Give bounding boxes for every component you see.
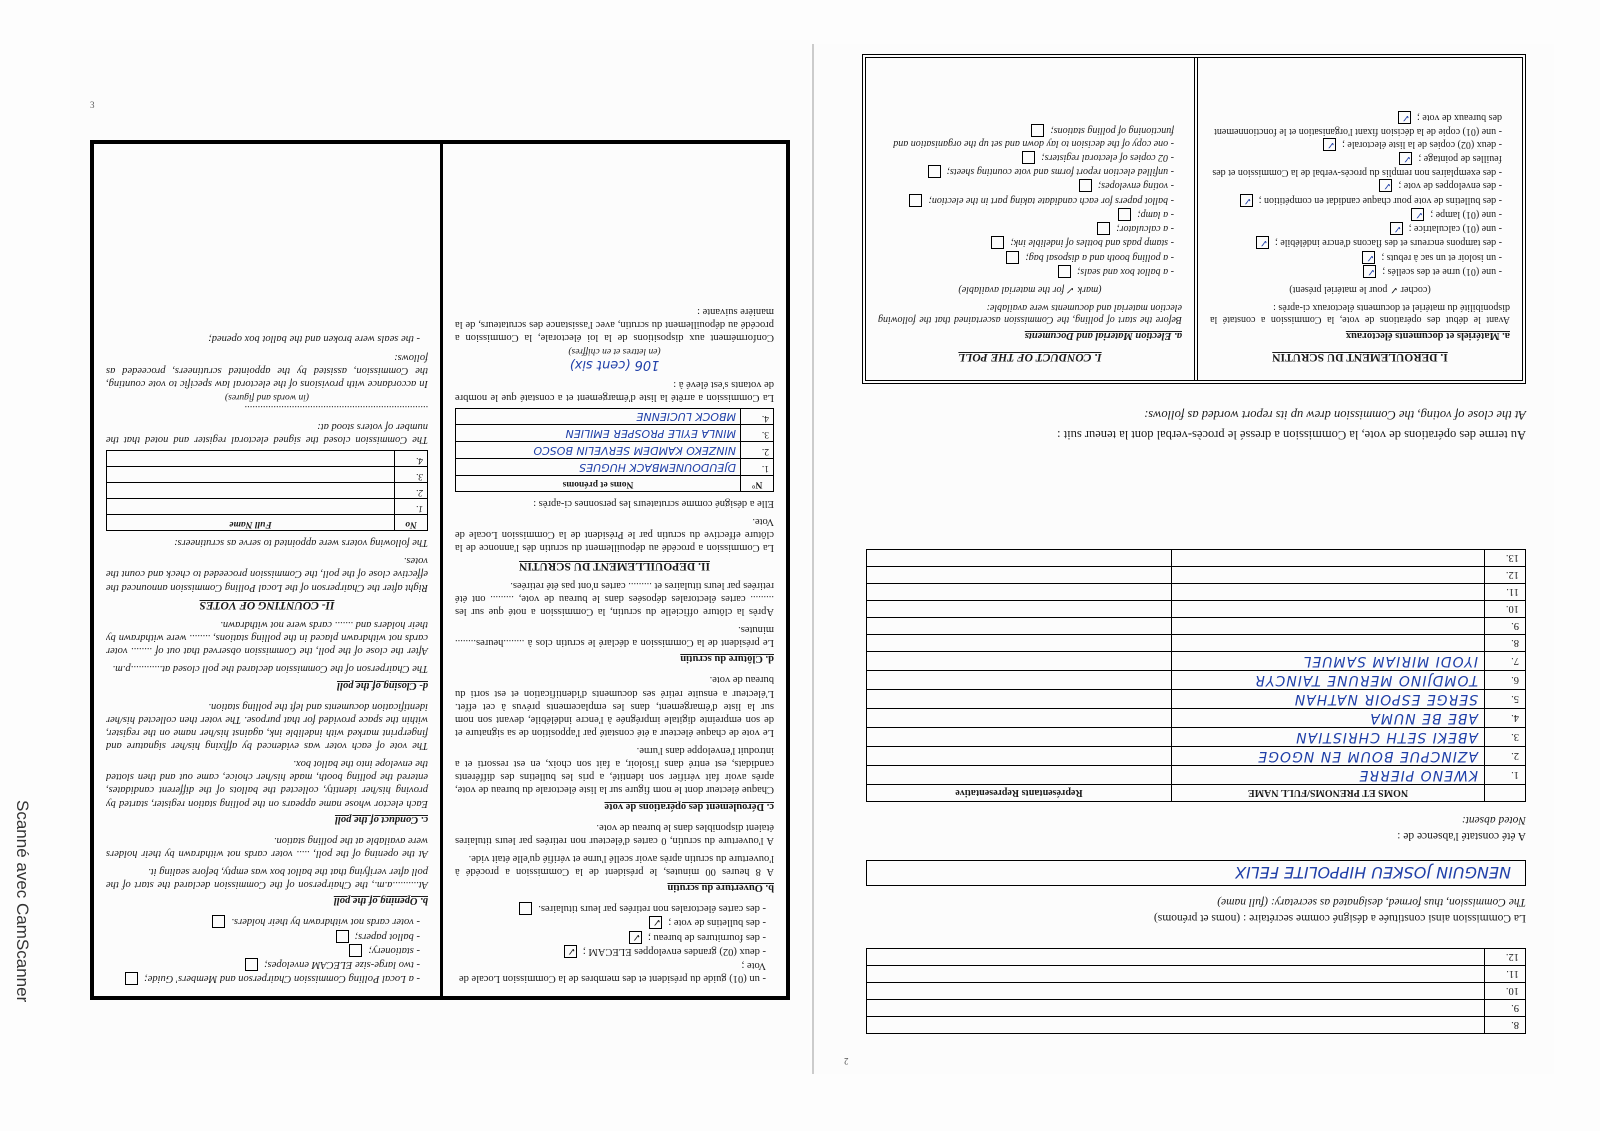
material-item: - a calculator; [878, 222, 1174, 235]
paragraph: The Chairperson of the Commission declared the poll closed at............p.m. [112, 663, 428, 675]
representative-cell[interactable] [867, 567, 1172, 584]
checkbox[interactable] [928, 165, 941, 178]
table-row [456, 425, 774, 442]
row-number: 3. [1485, 728, 1526, 747]
material-item: - des tampons encreurs et des flacons d'encre indélébile ;✓ [1210, 236, 1502, 249]
material-item: - stationery; [106, 944, 420, 957]
paragraph: Chaque électeur dont le nom figure sur la liste électorale du bureau de vote, après avoir fait vérifier son identité, a pris les bulletins des différents candidats, est entré dans l'isoloir, a fait son choix, en est ressorti et a introduit l'enveloppe dans l'urne. [455, 745, 774, 796]
left-form-frame [90, 140, 790, 1000]
checkbox-checked[interactable]: ✓ [1411, 208, 1424, 221]
row-number: 8. [1485, 635, 1526, 652]
table-row [867, 550, 1526, 567]
material-item: - 02 copies of electoral registers; [878, 150, 1174, 163]
paragraph: The vote of each voter was evidenced by affixing his/her signature and fingerprint marked with indelible ink, against his/her name on the register, within the space provided for that purpose. The voter then collected his/her identification documents and left the polling station. [106, 700, 428, 752]
scrutateurs-table [455, 408, 774, 492]
paragraph: The Commission closed the signed electoral register and noted that the number of voters stood at: [106, 421, 428, 446]
column-header: Full Name [107, 515, 395, 531]
representatives-table [866, 549, 1526, 802]
absence-label-fr: A été constaté l'absence de : [1397, 830, 1526, 842]
conduct-of-poll-box [862, 54, 1526, 384]
row-number: 3. [741, 425, 774, 442]
section-title: I. DEROULEMENT DU SCRUTIN [1272, 351, 1448, 363]
handwritten-name[interactable]: KWENO PIERRE [1172, 766, 1485, 785]
row-number: 4. [741, 408, 774, 425]
row-number: 9. [1485, 618, 1526, 635]
section-heading: d. Clôture du scrutin [680, 653, 774, 665]
checkbox-checked[interactable]: ✓ [1379, 179, 1392, 192]
name-cell[interactable] [867, 1017, 1485, 1034]
scrutineers-table [106, 450, 428, 531]
name-cell[interactable] [107, 451, 395, 467]
table-row [867, 747, 1526, 766]
left-page [70, 40, 810, 1070]
material-item: - un isoloir et un sac à rebuts ;✓ [1210, 250, 1502, 263]
checkbox[interactable] [991, 236, 1004, 249]
column-header: N° [741, 475, 774, 491]
checkbox-checked[interactable]: ✓ [1240, 194, 1253, 207]
closing-statement-fr: Au terme des opérations de vote, la Commission a dressé le procès-verbal dont la teneur suit : [1057, 428, 1526, 442]
checkbox-checked[interactable]: ✓ [564, 945, 577, 958]
row-number: 2. [741, 442, 774, 459]
checkbox[interactable] [125, 972, 138, 985]
handwritten-name[interactable]: MBOCK LUCIENNE [456, 408, 741, 425]
voters-note: (in words and figures) [225, 391, 310, 402]
english-column [94, 144, 440, 996]
checkbox[interactable] [212, 915, 225, 928]
paragraph: Le président de la Commission a déclaré le scrutin clos à ........heures........ minutes. [455, 624, 774, 649]
secretary-label-fr: La Commission ainsi constituée a désigné comme secrétaire : (noms et prénoms) [1153, 912, 1526, 924]
row-number: 2. [395, 483, 428, 499]
left-form-rotated [94, 144, 786, 996]
paragraph: In accordance with provisions of the electoral law specific to vote counting, the Commission, assisted by the appointed scrutineers, proceeded as follows: [106, 351, 428, 389]
table-row [456, 459, 774, 476]
material-item: - deux (02) copies de la liste électorale ;✓ [1210, 138, 1502, 151]
material-item: - des bulletins de vote pour chaque candidat en compétition ;✓ [1210, 193, 1502, 206]
paragraph: Avant le début des opérations de vote, la Commission a constaté la disponibilité du matériel et documents électoraux ci-après : [1210, 302, 1510, 326]
material-item: - des fournitures de bureau ;✓ [455, 931, 766, 944]
material-item: - a lamp; [878, 208, 1174, 221]
table-row [107, 499, 428, 515]
table-header-row [867, 785, 1526, 802]
material-item: - unfilled election report forms and vote counting sheets; [878, 165, 1174, 178]
name-cell[interactable] [867, 983, 1485, 1000]
table-row [867, 601, 1526, 618]
checkbox[interactable] [1118, 208, 1131, 221]
table-row [867, 766, 1526, 785]
column-header: Noms et prénoms [456, 475, 741, 491]
page-number: 3 [90, 100, 95, 110]
checkbox[interactable] [349, 944, 362, 957]
representative-cell[interactable] [867, 728, 1172, 747]
material-item: - des enveloppes de vote ;✓ [1210, 179, 1502, 192]
section-heading: c. Conduct of the poll [334, 813, 428, 825]
material-item: - une (01) copie de la décision fixant l'organisation et le fonctionnement des bureaux de vote ;✓ [1214, 112, 1502, 137]
section-title: II- COUNTING OF VOTES [199, 599, 335, 611]
instruction: (cocher ✓ pour le matériel présent) [1289, 284, 1431, 296]
material-item: - une (01) lampe ;✓ [1210, 208, 1502, 221]
list-item: - the seals were broken and the ballot box opened; [208, 333, 420, 345]
paragraph: Elle a désigné comme scrutateurs les personnes ci-après : [533, 497, 774, 509]
column-header [1485, 785, 1526, 802]
checkbox-checked[interactable]: ✓ [1256, 236, 1269, 249]
row-number: 2. [1485, 747, 1526, 766]
representative-cell[interactable] [867, 766, 1172, 785]
table-row [867, 1017, 1526, 1034]
row-number: 4. [1485, 709, 1526, 728]
row-number: 1. [1485, 766, 1526, 785]
paragraph: At..........a.m., the Chairperson of the Commission declared the start of the poll after verifying that the ballot box was empty, before sealing it. [106, 866, 428, 891]
table-row [867, 671, 1526, 690]
name-cell[interactable] [107, 499, 395, 515]
table-row [456, 442, 774, 459]
section-heading: b. Opening of the poll [333, 895, 428, 907]
paragraph: Après la clôture officielle du scrutin, la Commission a noté que sur les ......... cartes électorales déposées dans le bureau de vote, ......... ont été retirées par leurs titulaires et ......... cartes n'ont pas été retirées. [455, 579, 774, 617]
checkbox[interactable] [519, 902, 532, 915]
row-number: 9. [1485, 1000, 1526, 1017]
column-header: NOMS ET PRENOMS/FULL NAME [1172, 785, 1485, 802]
table-row [867, 652, 1526, 671]
representative-cell[interactable] [867, 550, 1172, 567]
name-cell[interactable] [1172, 550, 1485, 567]
name-cell[interactable] [867, 949, 1485, 966]
table-row [107, 451, 428, 467]
material-item: - voter cards not withdrawn by their holders. [106, 915, 420, 928]
row-number: 13. [1485, 550, 1526, 567]
name-cell[interactable] [1172, 618, 1485, 635]
checkbox[interactable] [336, 930, 349, 943]
right-page-rotated [814, 44, 1554, 1074]
representative-cell[interactable] [867, 584, 1172, 601]
paragraph: The following voters were appointed to serve as scrutineers: [174, 537, 428, 549]
paragraph: A 8 heures 00 minutes, le président de la Commission a procédé à l'ouverture du scrutin après avoir scellé l'urne et vérifié qu'elle était vide. [455, 853, 774, 878]
absence-label-en: Noted absent: [1461, 814, 1526, 826]
material-item: - stamp pads and bottles of indelible ink; [878, 236, 1174, 249]
representative-cell[interactable] [867, 652, 1172, 671]
name-cell[interactable] [1172, 601, 1485, 618]
paragraph: La Commission a arrêté la liste d'émargement et a constaté que le nombre de votants s'est élevé à : [455, 378, 774, 403]
row-number: 7. [1485, 652, 1526, 671]
section-heading: c. Déroulement des opérations de vote [604, 800, 774, 812]
material-item: - des cartes électorales non retirées par leurs titulaires. [455, 902, 766, 915]
material-item: - ballot papers; [106, 930, 420, 943]
row-number: 4. [395, 451, 428, 467]
table-row [867, 728, 1526, 747]
paragraph: Le vote de chaque électeur a été constaté par l'apposition de sa signature et de son empreinte digitale imprégnée à l'encre indélébile, devant son nom sur la liste d'émargement, dans les emplacements prévus à cet effet. L'électeur a ensuite retiré ses documents d'identification et est sorti du bureau de vote. [455, 674, 774, 738]
name-cell[interactable] [107, 467, 395, 483]
members-table-continued [866, 948, 1526, 1034]
name-cell[interactable] [1172, 584, 1485, 601]
page-number: 2 [844, 1056, 849, 1066]
representative-cell[interactable] [867, 618, 1172, 635]
section-heading: d- Closing of the poll [336, 679, 428, 691]
representative-cell[interactable] [867, 690, 1172, 709]
table-row [867, 690, 1526, 709]
table-row [867, 635, 1526, 652]
checkbox[interactable] [1079, 179, 1092, 192]
table-row [867, 966, 1526, 983]
representative-cell[interactable] [867, 601, 1172, 618]
paragraph: Before the start of polling, the Commission ascertained that the following election material and documents were available: [878, 302, 1182, 326]
row-number: 6. [1485, 671, 1526, 690]
checkbox-checked[interactable]: ✓ [1399, 152, 1412, 165]
handwritten-name[interactable]: IYODI MIRIAM SAMUEL [1172, 652, 1485, 671]
row-number: 11. [1485, 584, 1526, 601]
checkbox-checked[interactable]: ✓ [1363, 265, 1376, 278]
secretary-label-en: The Commission, thus formed, designated as secretary: (full name) [1217, 896, 1526, 908]
voters-line[interactable]: ...................................................................... [244, 402, 428, 414]
paragraph: Conformément aux dispositions de la loi électorale, la Commission a procédé au dépouillement du scrutin, avec l'assistance des scrutateurs, de la manière suivante : [455, 306, 774, 344]
table-row [867, 618, 1526, 635]
row-number: 3. [395, 467, 428, 483]
paragraph: After the close of the poll, the Commission observed that out of ........ voter cards not withdrawn placed in the polling stations, ........ were withdrawn by their holders and ....... cards were not withdrawn. [106, 619, 428, 657]
checkbox[interactable] [1022, 151, 1035, 164]
table-header-row [107, 515, 428, 531]
checkbox-checked[interactable]: ✓ [1323, 138, 1336, 151]
row-number: 12. [1485, 567, 1526, 584]
table-row [107, 467, 428, 483]
table-row [867, 983, 1526, 1000]
row-number: 1. [741, 459, 774, 476]
checkbox[interactable] [1097, 222, 1110, 235]
checkbox-checked[interactable]: ✓ [1362, 251, 1375, 264]
right-page [812, 44, 1554, 1074]
watermark-text: Scanné avec CamScanner [13, 800, 32, 1003]
name-cell[interactable] [867, 966, 1485, 983]
handwritten-name[interactable]: ABE BE NUMA [1172, 709, 1485, 728]
table-row [867, 567, 1526, 584]
row-number: 5. [1485, 690, 1526, 709]
closing-statement-en: At the close of voting, the Commission drew up its report worded as follows: [1144, 408, 1526, 422]
handwritten-name[interactable]: DJEUDOUNEMBACK HUGUES [456, 459, 741, 476]
table-row [867, 1000, 1526, 1017]
section-title: I. CONDUCT OF THE POLL [958, 351, 1102, 363]
table-header-row [456, 475, 774, 491]
checkbox-checked[interactable]: ✓ [1398, 111, 1411, 124]
name-cell[interactable] [1172, 635, 1485, 652]
handwritten-name[interactable]: NINZEKO KAMDEM SERVELIN BOSCO [456, 442, 741, 459]
material-item: - un (01) guide du président et des membres de la Commission Locale de Vote ; [458, 959, 766, 984]
material-item: - one copy of the decision to lay down and set up the organisation and functioning of polling stations; [893, 125, 1174, 150]
french-column [1194, 58, 1522, 380]
material-item: - ballot papers for each candidate taking part in the election; [878, 193, 1174, 206]
handwritten-name[interactable]: MINLA EYILE PROSPER EMILIEN [456, 425, 741, 442]
checkbox[interactable] [1031, 124, 1044, 137]
french-column [440, 144, 786, 996]
table-row [867, 584, 1526, 601]
votants-handwritten[interactable]: 106 (cent six) [569, 357, 660, 373]
row-number: 1. [395, 499, 428, 515]
column-header: Représentants Representative [867, 785, 1172, 802]
material-item: - two large-size ELECAM envelopes; [106, 958, 420, 971]
material-item: - voting envelopes; [878, 179, 1174, 192]
name-cell[interactable] [107, 483, 395, 499]
instruction: (mark ✓ for the material available) [958, 284, 1102, 296]
handwritten-name[interactable]: SERGE ESPOIR NATHAN [1172, 690, 1485, 709]
paragraph: Each elector whose name appears on the polling station register, started by proving his/her identity, collected the ballots of the different candidates, entered the polling booth, made his/her choice, came out and then slotted the envelope into the ballot box. [106, 758, 428, 809]
table-row [867, 709, 1526, 728]
section-heading: a. Election Material and Documents [1024, 329, 1182, 341]
representative-cell[interactable] [867, 747, 1172, 766]
secretary-name-field[interactable]: NENGUIN JOSKEU HIPPOLITE FELIX [866, 860, 1526, 886]
checkbox-checked[interactable]: ✓ [1390, 222, 1403, 235]
camscanner-watermark [14, 800, 34, 1100]
section-heading: a. Matériels et documents électoraux [1345, 329, 1510, 341]
paragraph: A l'ouverture du scrutin, 0 cartes d'électeur non retirées par leurs titulaires étaient disponibles dans le bureau de vote. [455, 821, 774, 846]
handwritten-name[interactable]: ABEKI SETH CHRISTIAN [1172, 728, 1485, 747]
material-item: - a Local Polling Commission Chairperson and Members' Guide; [106, 972, 420, 985]
row-number: 10. [1485, 983, 1526, 1000]
material-item: - deux (02) grandes enveloppes ELECAM ;✓ [455, 945, 766, 958]
material-item: - une (01) calculatrice ;✓ [1210, 222, 1502, 235]
material-item: - a ballot box and seals; [878, 265, 1174, 278]
paragraph: La Commission a procédé au dépouillement du scrutin dès l'annonce de la clôture effective du scrutin par le Président de la Commission Locale de Vote. [455, 516, 774, 554]
paragraph: Right after the Chairperson of the Local Polling Commission announced the effective close of the poll, the Commission proceeded to check and count the votes. [106, 555, 428, 593]
table-row [107, 483, 428, 499]
row-number: 8. [1485, 1017, 1526, 1034]
english-column [866, 58, 1194, 380]
checkbox-checked[interactable]: ✓ [649, 916, 662, 929]
handwritten-name[interactable]: TOMDJINO MERUNE TAINCYR [1172, 671, 1485, 690]
column-header: No [395, 515, 428, 531]
material-item: - a polling booth and a disposal bag; [878, 250, 1174, 263]
row-number: 10. [1485, 601, 1526, 618]
checkbox[interactable] [909, 194, 922, 207]
row-number: 12. [1485, 949, 1526, 966]
section-title: II. DEPOUILLEMENT DU SCRUTIN [519, 559, 710, 572]
checkbox[interactable] [245, 958, 258, 971]
table-row [456, 408, 774, 425]
paragraph: At the opening of the poll, ..... voter cards not withdrawn by their holders were available at the polling station. [106, 834, 428, 859]
checkbox[interactable] [1058, 265, 1071, 278]
name-cell[interactable] [867, 1000, 1485, 1017]
checkbox[interactable] [1006, 251, 1019, 264]
representative-cell[interactable] [867, 709, 1172, 728]
representative-cell[interactable] [867, 671, 1172, 690]
votants-note: (en lettres et en chiffres) [568, 346, 661, 357]
material-item: - une (01) urne et des scellés ;✓ [1210, 265, 1502, 278]
checkbox-checked[interactable]: ✓ [629, 931, 642, 944]
handwritten-name[interactable]: AZINCPUE BOUM EN NGOGE [1172, 747, 1485, 766]
material-item: - des bulletins de vote ;✓ [455, 916, 766, 929]
representative-cell[interactable] [867, 635, 1172, 652]
row-number: 11. [1485, 966, 1526, 983]
section-heading: b. Ouverture du scrutin [667, 882, 774, 894]
material-item: - des exemplaires non remplis du procès-verbal de la Commission et des feuilles de pointage ;✓ [1212, 153, 1502, 178]
name-cell[interactable] [1172, 567, 1485, 584]
table-row [867, 949, 1526, 966]
